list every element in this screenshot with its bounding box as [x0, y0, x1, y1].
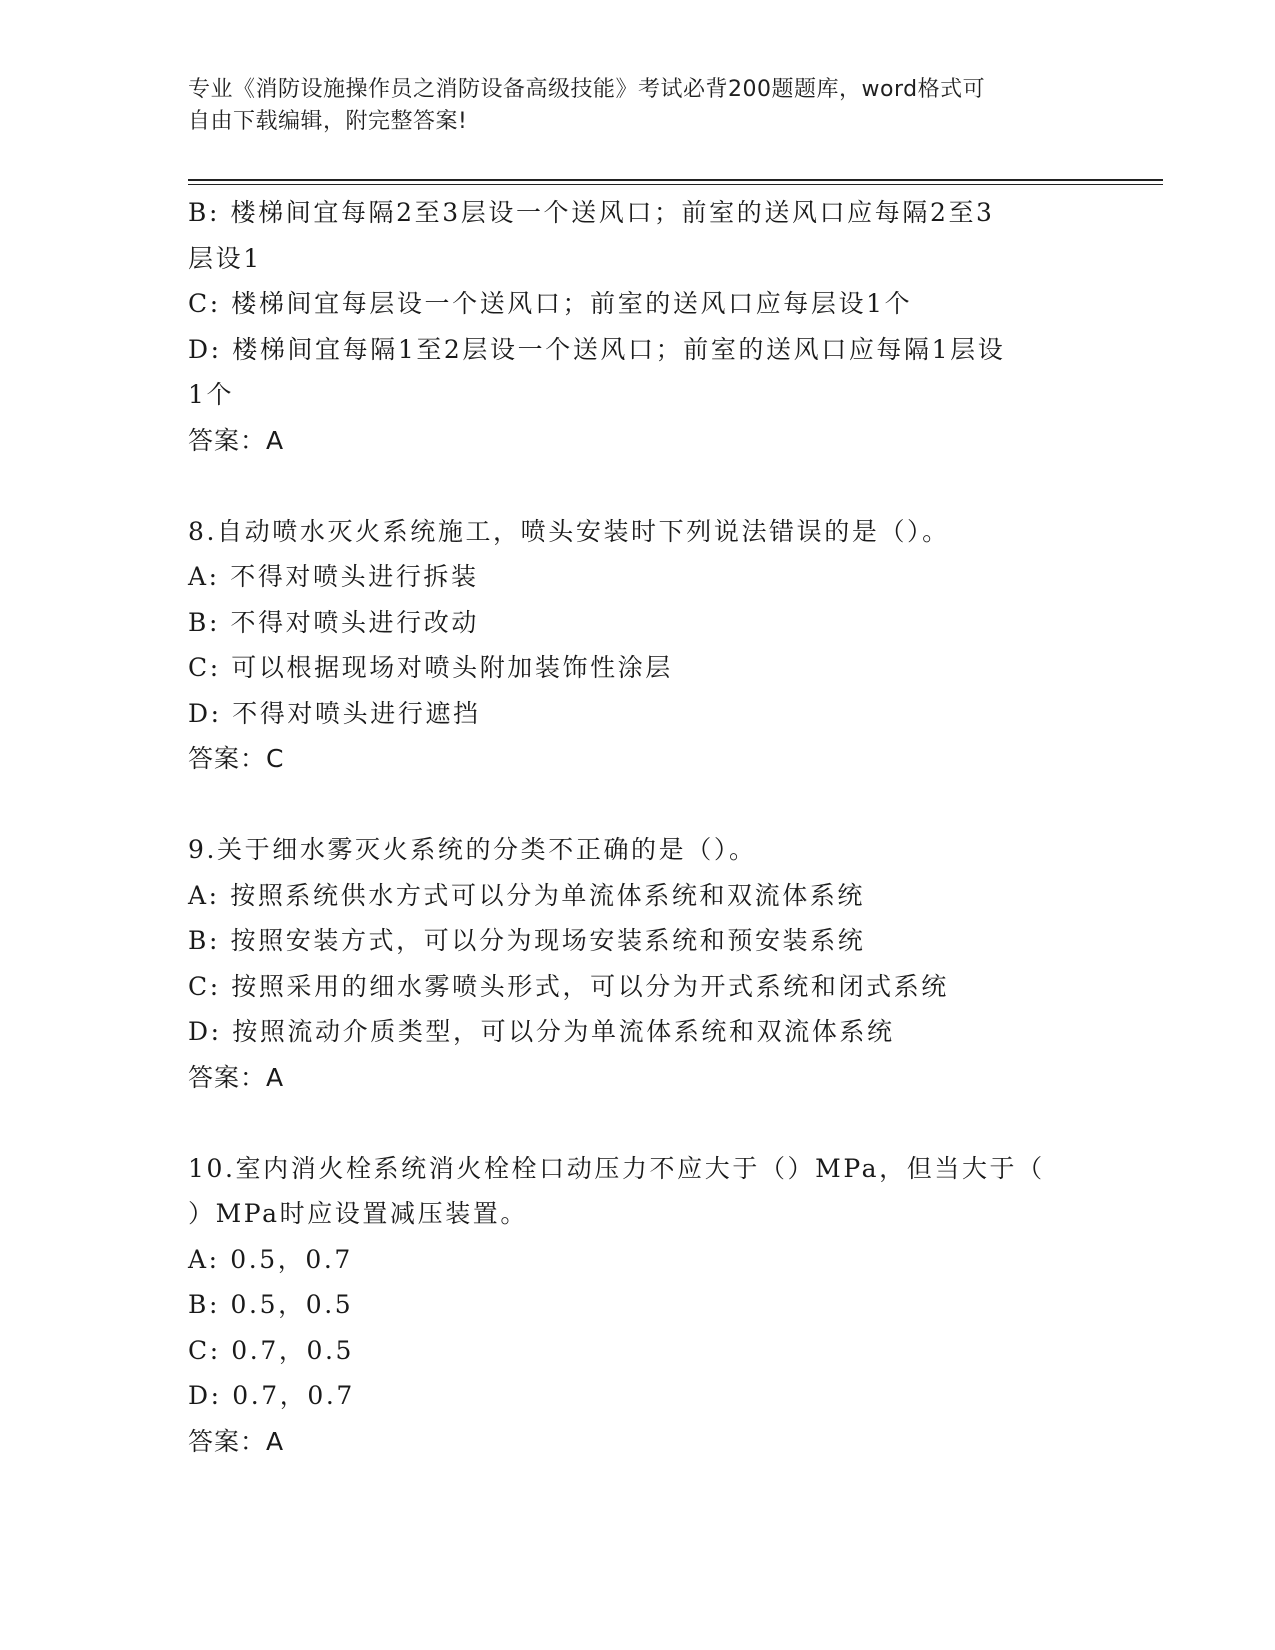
question-9-block [188, 827, 1088, 1100]
question-content [188, 190, 1088, 1464]
q10-question-line-1: 10.室内消火栓系统消火栓栓口动压力不应大于（）MPa，但当大于（ [188, 1153, 1045, 1183]
document-header [188, 74, 1088, 138]
spacer [188, 782, 1088, 828]
q9-answer: 答案：A [188, 1062, 285, 1092]
q9-option-d: D: 按照流动介质类型，可以分为单流体系统和双流体系统 [188, 1017, 895, 1046]
q8-option-c: C: 可以根据现场对喷头附加装饰性涂层 [188, 653, 673, 682]
q7-option-b-line-1: B: 楼梯间宜每隔2至3层设一个送风口；前室的送风口应每隔2至3 [188, 198, 995, 227]
q10-answer: 答案：A [188, 1426, 285, 1456]
header-line-2: 自由下载编辑，附完整答案! [188, 109, 468, 134]
header-rule-thick [188, 179, 1163, 181]
question-7-block [188, 190, 1088, 463]
q10-option-d: D: 0.7，0.7 [188, 1381, 355, 1410]
q9-question: 9.关于细水雾灭火系统的分类不正确的是（）。 [188, 835, 757, 864]
q8-answer: 答案：C [188, 744, 285, 773]
q9-option-c: C: 按照采用的细水雾喷头形式，可以分为开式系统和闭式系统 [188, 971, 949, 1001]
q7-option-d-line-2: 1个 [188, 380, 235, 409]
q10-option-a: A: 0.5，0.7 [188, 1244, 353, 1274]
q8-option-d: D: 不得对喷头进行遮挡 [188, 698, 481, 728]
question-10-block [188, 1146, 1088, 1465]
q7-option-b-line-2: 层设1 [188, 243, 262, 273]
q9-option-b: B: 按照安装方式，可以分为现场安装系统和预安装系统 [188, 926, 866, 955]
q7-option-d-line-1: D: 楼梯间宜每隔1至2层设一个送风口；前室的送风口应每隔1层设 [188, 334, 1006, 364]
header-line-1: 专业《消防设施操作员之消防设备高级技能》考试必背200题题库，word格式可 [188, 77, 986, 102]
q10-question-line-2: ）MPa时应设置减压装置。 [188, 1199, 529, 1228]
q9-option-a: A: 按照系统供水方式可以分为单流体系统和双流体系统 [188, 880, 866, 910]
q8-option-a: A: 不得对喷头进行拆装 [188, 562, 479, 591]
spacer [188, 463, 1088, 509]
q8-option-b: B: 不得对喷头进行改动 [188, 607, 479, 637]
q7-option-c: C: 楼梯间宜每层设一个送风口；前室的送风口应每层设1个 [188, 289, 913, 318]
header-rule-thin [188, 184, 1163, 185]
question-8-block [188, 509, 1088, 782]
q10-option-c: C: 0.7，0.5 [188, 1335, 355, 1365]
q8-question: 8.自动喷水灭火系统施工，喷头安装时下列说法错误的是（）。 [188, 516, 950, 546]
q7-answer: 答案：A [188, 425, 285, 455]
q10-option-b: B: 0.5，0.5 [188, 1290, 354, 1319]
spacer [188, 1100, 1088, 1146]
